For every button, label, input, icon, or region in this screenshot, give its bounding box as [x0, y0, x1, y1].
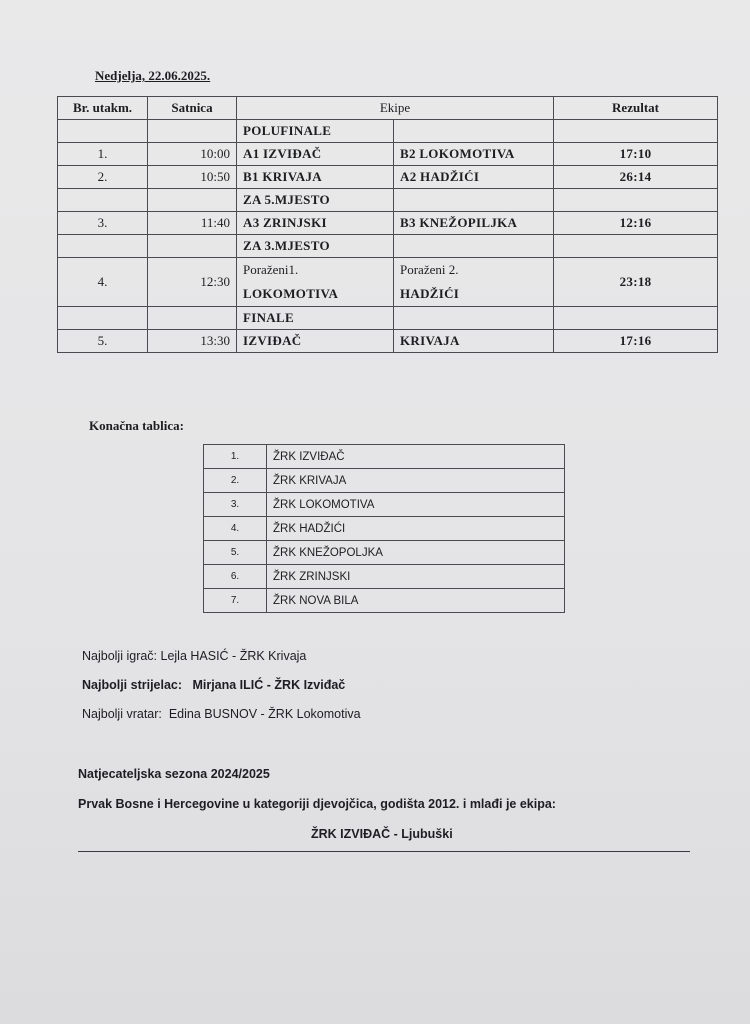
- away-team: [394, 258, 554, 307]
- season-label: Natjecateljska sezona 2024/2025: [78, 767, 270, 781]
- match-result: 23:18: [554, 258, 718, 307]
- table-row: [58, 212, 718, 235]
- section-label: ZA 3.MJESTO: [237, 235, 394, 258]
- away-team: A2 HADŽIĆI: [394, 166, 554, 189]
- match-time: 10:00: [148, 143, 237, 166]
- header-time: Satnica: [148, 97, 237, 120]
- match-time: 10:50: [148, 166, 237, 189]
- header-result: Rezultat: [554, 97, 718, 120]
- best-goalkeeper: Najbolji vratar: Edina BUSNOV - ŽRK Lokomotiva: [82, 707, 361, 721]
- match-result: 26:14: [554, 166, 718, 189]
- home-team: B1 KRIVAJA: [237, 166, 394, 189]
- standing-team: ŽRK HADŽIĆI: [267, 517, 565, 541]
- home-team: A3 ZRINJSKI: [237, 212, 394, 235]
- standing-team: ŽRK ZRINJSKI: [267, 565, 565, 589]
- home-team: A1 IZVIĐAČ: [237, 143, 394, 166]
- list-item: [204, 469, 565, 493]
- table-row: [58, 143, 718, 166]
- match-no: 4.: [58, 258, 148, 307]
- standing-rank: 5.: [204, 541, 267, 565]
- standing-rank: 3.: [204, 493, 267, 517]
- home-team-line2: LOKOMOTIVA: [243, 286, 339, 301]
- standing-rank: 6.: [204, 565, 267, 589]
- standing-rank: 2.: [204, 469, 267, 493]
- table-row: [58, 235, 718, 258]
- final-table-label: Konačna tablica:: [89, 418, 184, 433]
- list-item: [204, 565, 565, 589]
- list-item: [204, 589, 565, 613]
- match-no: 1.: [58, 143, 148, 166]
- table-row: [58, 120, 718, 143]
- standing-rank: 7.: [204, 589, 267, 613]
- match-time: 12:30: [148, 258, 237, 307]
- away-team: B3 KNEŽOPILJKA: [394, 212, 554, 235]
- list-item: [204, 541, 565, 565]
- standing-rank: 4.: [204, 517, 267, 541]
- bottom-rule: [78, 851, 690, 852]
- standing-team: ŽRK KNEŽOPOLJKA: [267, 541, 565, 565]
- home-team: IZVIĐAČ: [237, 330, 394, 353]
- list-item: [204, 517, 565, 541]
- header-teams: Ekipe: [237, 97, 554, 120]
- match-result: 17:10: [554, 143, 718, 166]
- schedule-table: [57, 96, 718, 353]
- standing-team: ŽRK LOKOMOTIVA: [267, 493, 565, 517]
- best-scorer: Najbolji strijelac: Mirjana ILIĆ - ŽRK Izviđač: [82, 678, 346, 692]
- away-team: KRIVAJA: [394, 330, 554, 353]
- home-team: [237, 258, 394, 307]
- match-no: 2.: [58, 166, 148, 189]
- table-row: [58, 330, 718, 353]
- away-team-line2: HADŽIĆI: [400, 286, 460, 301]
- page-title: Nedjelja, 22.06.2025.: [95, 68, 211, 83]
- champion-team: ŽRK IZVIĐAČ - Ljubuški: [311, 827, 453, 841]
- standing-rank: 1.: [204, 445, 267, 469]
- header-match-no: Br. utakm.: [58, 97, 148, 120]
- table-row: [58, 307, 718, 330]
- standings-table: [203, 444, 565, 613]
- section-label: POLUFINALE: [237, 120, 394, 143]
- standing-team: ŽRK NOVA BILA: [267, 589, 565, 613]
- home-team-line1: Poraženi1.: [243, 262, 299, 277]
- match-no: 3.: [58, 212, 148, 235]
- list-item: [204, 445, 565, 469]
- section-label: FINALE: [237, 307, 394, 330]
- list-item: [204, 493, 565, 517]
- schedule-header-row: [58, 97, 718, 120]
- match-time: 11:40: [148, 212, 237, 235]
- table-row: [58, 166, 718, 189]
- section-label: ZA 5.MJESTO: [237, 189, 394, 212]
- standing-team: ŽRK KRIVAJA: [267, 469, 565, 493]
- best-player: Najbolji igrač: Lejla HASIĆ - ŽRK Krivaja: [82, 649, 307, 663]
- match-time: 13:30: [148, 330, 237, 353]
- match-result: 17:16: [554, 330, 718, 353]
- table-row: [58, 189, 718, 212]
- standing-team: ŽRK IZVIĐAČ: [267, 445, 565, 469]
- table-row: [58, 258, 718, 307]
- away-team-line1: Poraženi 2.: [400, 262, 459, 277]
- champion-line: Prvak Bosne i Hercegovine u kategoriji djevojčica, godišta 2012. i mlađi je ekipa:: [78, 797, 556, 811]
- away-team: B2 LOKOMOTIVA: [394, 143, 554, 166]
- match-result: 12:16: [554, 212, 718, 235]
- match-no: 5.: [58, 330, 148, 353]
